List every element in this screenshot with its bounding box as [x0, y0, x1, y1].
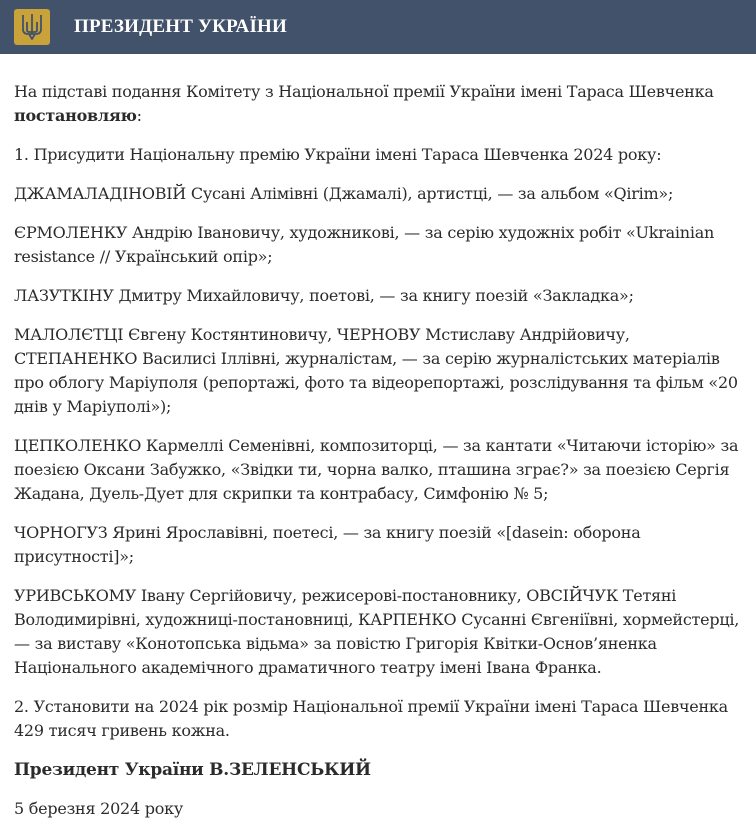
laureate-entry: ЄРМОЛЕНКУ Андрію Івановичу, художникові, — за серію художніх робіт «Ukrainian resistance // Український опір»; — [14, 223, 715, 266]
decree-intro — [14, 80, 742, 128]
laureate-entry: УРИВСЬКОМУ Івану Сергійовичу, режисерові-постановнику, ОВСІЙЧУК Тетяні Володимирівні, художниці-постановниці, КАРПЕНКО Сусанні Євгеніївні, хормейстерці, — за виставу «Конотопська відьма» за повістю Григорія Квітки-Основ’яненка Національного академічного драматичного театру імені Івана Франка. — [14, 586, 740, 677]
decision-punct: : — [136, 106, 142, 125]
laureate-entry: ЛАЗУТКІНУ Дмитру Михайловичу, поетові, — за книгу поезій «Закладка»; — [14, 286, 634, 305]
site-header — [0, 0, 756, 54]
decree-date: 5 березня 2024 року — [14, 799, 183, 818]
trident-icon[interactable] — [14, 9, 50, 45]
laureate-entry: ЧОРНОГУЗ Ярині Ярославівні, поетесі, — за книгу поезій «[dasein: оборона присутності]»; — [14, 523, 641, 566]
laureate-entry: ЦЕПКОЛЕНКО Кармеллі Семенівні, композиторці, — за кантати «Читаючи історію» за поезією Оксани Забужко, «Звідки ти, чорна валко, пташина зграє?» за поезією Сергія Жадана, Дуель-Дует для скрипки та контрабасу, Симфонію № 5; — [14, 436, 739, 503]
header-title[interactable]: ПРЕЗИДЕНТ УКРАЇНИ — [74, 16, 288, 37]
laureate-entry: ДЖАМАЛАДІНОВІЙ Сусані Алімівні (Джамалі), артистці, — за альбом «Qirim»; — [14, 184, 674, 203]
intro-text: На підставі подання Комітету з Національної премії України імені Тараса Шевченка — [14, 82, 714, 101]
laureate-entry: МАЛОЛЄТЦІ Євгену Костянтиновичу, ЧЕРНОВУ Мстиславу Андрійовичу, СТЕПАНЕНКО Василисі Іллівні, журналістам, — за серію журналістських матеріалів про облогу Маріуполя (репортажі, фото та відеорепортажі, розслідування та фільм «20 днів у Маріуполі»); — [14, 325, 738, 416]
decision-word: постановляю — [14, 106, 137, 125]
decree-item-1: 1. Присудити Національну премію України імені Тараса Шевченка 2024 року: — [14, 145, 662, 164]
decree-body — [0, 54, 756, 821]
decree-item-2: 2. Установити на 2024 рік розмір Національної премії України імені Тараса Шевченка 429 тисяч гривень кожна. — [14, 697, 728, 740]
signature: Президент України В.ЗЕЛЕНСЬКИЙ — [14, 760, 371, 780]
